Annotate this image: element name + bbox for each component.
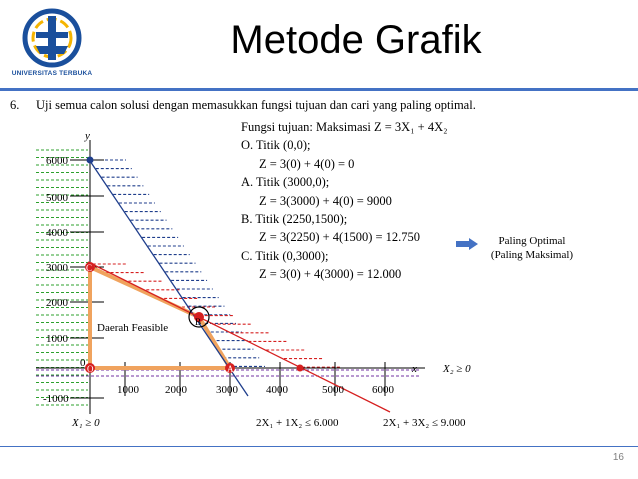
constraint-label-x1: X₁ ≥ 0 <box>72 417 100 429</box>
constraint-label-x2: X₂ ≥ 0 <box>443 363 471 375</box>
step-text: Uji semua calon solusi dengan memasukkan fungsi tujuan dan cari yang paling optimal. <box>36 98 476 112</box>
x-tick-label-3000: 3000 <box>216 384 238 396</box>
constraint-label-1: 2X₁ + 1X₂ ≤ 6.000 <box>256 417 339 429</box>
point-a-label: A <box>227 364 234 374</box>
point-b-calc: Z = 3(2250) + 4(1500) = 12.750 <box>259 230 421 245</box>
point-o-label: O <box>87 364 94 374</box>
y-tick-label-4000: 4000 <box>46 227 68 239</box>
x-tick-label-2000: 2000 <box>165 384 187 396</box>
optimal-sublabel: (Paling Maksimal) <box>490 249 574 261</box>
point-a-heading: A. Titik (3000,0); <box>241 175 330 190</box>
logo-text: UNIVERSITAS TERBUKA <box>11 70 93 77</box>
point-b-label: B <box>195 317 202 327</box>
y-axis-label: y <box>85 130 90 142</box>
point-c-label: C <box>86 263 93 273</box>
y-tick-label-3000: 3000 <box>46 262 68 274</box>
y-tick-label-neg1000: -1000 <box>43 393 69 405</box>
feasible-region-label: Daerah Feasible <box>97 322 169 334</box>
slide-title: Metode Grafik <box>230 18 482 62</box>
optimal-label: Paling Optimal <box>498 235 566 247</box>
point-o-calc: Z = 3(0) + 4(0) = 0 <box>259 156 355 171</box>
point-o-heading: O. Titik (0,0); <box>241 138 311 153</box>
point-c-heading: C. Titik (0,3000); <box>241 248 329 263</box>
point-c-calc: Z = 3(0) + 4(3000) = 12.000 <box>259 267 402 282</box>
x-tick-label-1000: 1000 <box>117 384 139 396</box>
x-tick-label-4000: 4000 <box>266 384 288 396</box>
y-tick-label-5000: 5000 <box>46 192 68 204</box>
x-tick-label-6000: 6000 <box>372 384 394 396</box>
x-axis-label: x <box>412 363 417 375</box>
constraint-label-2: 2X₁ + 3X₂ ≤ 9.000 <box>383 417 466 429</box>
point-a-calc: Z = 3(3000) + 4(0) = 9000 <box>259 193 392 208</box>
step-number: 6. <box>10 98 20 112</box>
y-tick-label-1000: 1000 <box>46 333 68 345</box>
y-tick-label-2000: 2000 <box>46 297 68 309</box>
intercept-dot-line2-x <box>297 365 304 372</box>
optimal-note <box>478 234 586 262</box>
intercept-dot-line1-y <box>87 157 94 164</box>
footer-divider <box>0 446 638 447</box>
objective-evaluation <box>241 118 481 284</box>
y-tick-marks <box>70 160 104 398</box>
objective-function: Fungsi tujuan: Maksimasi Z = 3X₁ + 4X₂ <box>241 120 448 134</box>
x-tick-label-5000: 5000 <box>322 384 344 396</box>
right-arrow-icon <box>456 238 478 250</box>
y-tick-label-6000: 6000 <box>46 155 68 167</box>
page-number: 16 <box>612 452 624 463</box>
origin-label: 0 <box>80 357 86 369</box>
point-b-heading: B. Titik (2250,1500); <box>241 211 348 226</box>
